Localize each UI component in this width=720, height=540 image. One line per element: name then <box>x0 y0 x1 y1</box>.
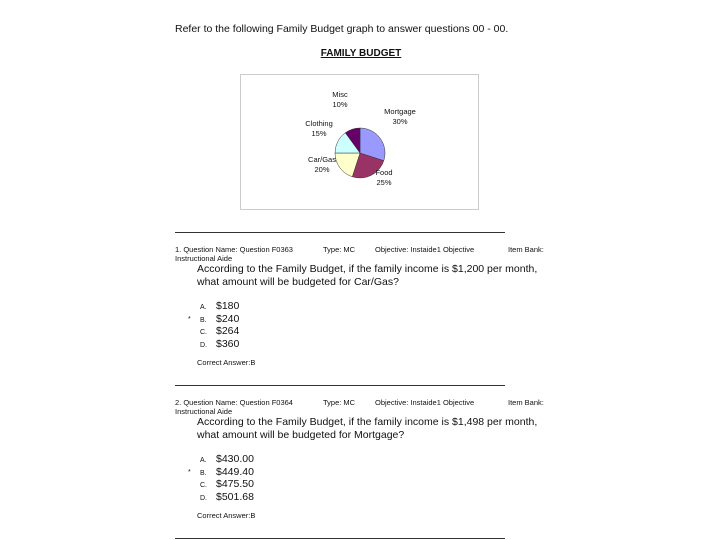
correct-marker: * <box>188 468 191 476</box>
option-value: $240 <box>216 312 240 325</box>
option-letter: A. <box>200 457 207 464</box>
divider <box>175 385 505 386</box>
option-value: $180 <box>216 300 240 312</box>
option-letter: B. <box>200 469 207 477</box>
option-value: $475.50 <box>216 478 254 490</box>
option-letter: A. <box>200 304 207 311</box>
label-mortgage <box>375 107 425 127</box>
pie-chart <box>240 74 480 210</box>
question-line: According to the Family Budget, if the family income is $1,200 per month, <box>197 263 538 275</box>
question-objective: Objective: Instaide1 Objective <box>375 245 475 254</box>
option-letter: C. <box>200 329 207 336</box>
option-value: $449.40 <box>216 465 254 478</box>
question-objective: Objective: Instaide1 Objective <box>375 398 475 407</box>
option-value: $360 <box>216 337 240 350</box>
label-clothing-pct: 15% <box>311 129 327 138</box>
item-bank-label: Item Bank: <box>508 398 544 407</box>
item-bank-value: Instructional Aide <box>175 407 233 416</box>
label-food-pct: 25% <box>376 178 392 187</box>
option-value: $430.00 <box>216 453 254 465</box>
label-mortgage-name: Mortgage <box>384 107 416 116</box>
label-misc-name: Misc <box>332 90 348 99</box>
label-clothing <box>297 119 341 139</box>
label-clothing-name: Clothing <box>305 119 333 128</box>
question-type: Type: MC <box>323 245 356 254</box>
label-food-name: Food <box>375 168 393 177</box>
option-letter: B. <box>200 316 207 324</box>
question-line: what amount will be budgeted for Car/Gas? <box>197 276 399 288</box>
label-cargas <box>300 155 344 175</box>
item-bank-label: Item Bank: <box>508 245 544 254</box>
label-cargas-pct: 20% <box>314 165 330 174</box>
label-mortgage-pct: 30% <box>392 117 408 126</box>
label-misc <box>323 90 357 110</box>
item-bank-value: Instructional Aide <box>175 254 233 263</box>
question-text <box>197 263 557 289</box>
label-cargas-name: Car/Gas <box>308 155 336 164</box>
question-text <box>197 416 557 442</box>
correct-marker: * <box>188 315 191 323</box>
label-misc-pct: 10% <box>332 100 348 109</box>
divider <box>175 538 505 539</box>
label-food <box>364 168 404 188</box>
option-letter: D. <box>200 494 207 502</box>
question-line: According to the Family Budget, if the family income is $1,498 per month, <box>197 416 538 428</box>
question-line: what amount will be budgeted for Mortgage? <box>197 429 405 441</box>
correct-answer: Correct Answer:B <box>197 358 256 367</box>
question-name: 1. Question Name: Question F0363 <box>175 245 293 254</box>
option-value: $264 <box>216 325 240 337</box>
intro-text: Refer to the following Family Budget graph to answer questions 00 - 00. <box>175 23 509 35</box>
chart-title: FAMILY BUDGET <box>320 48 402 59</box>
question-name: 2. Question Name: Question F0364 <box>175 398 293 407</box>
option-letter: C. <box>200 482 207 489</box>
question-type: Type: MC <box>323 398 356 407</box>
divider <box>175 232 505 233</box>
option-value: $501.68 <box>216 490 254 503</box>
correct-answer: Correct Answer:B <box>197 511 256 520</box>
option-letter: D. <box>200 341 207 349</box>
